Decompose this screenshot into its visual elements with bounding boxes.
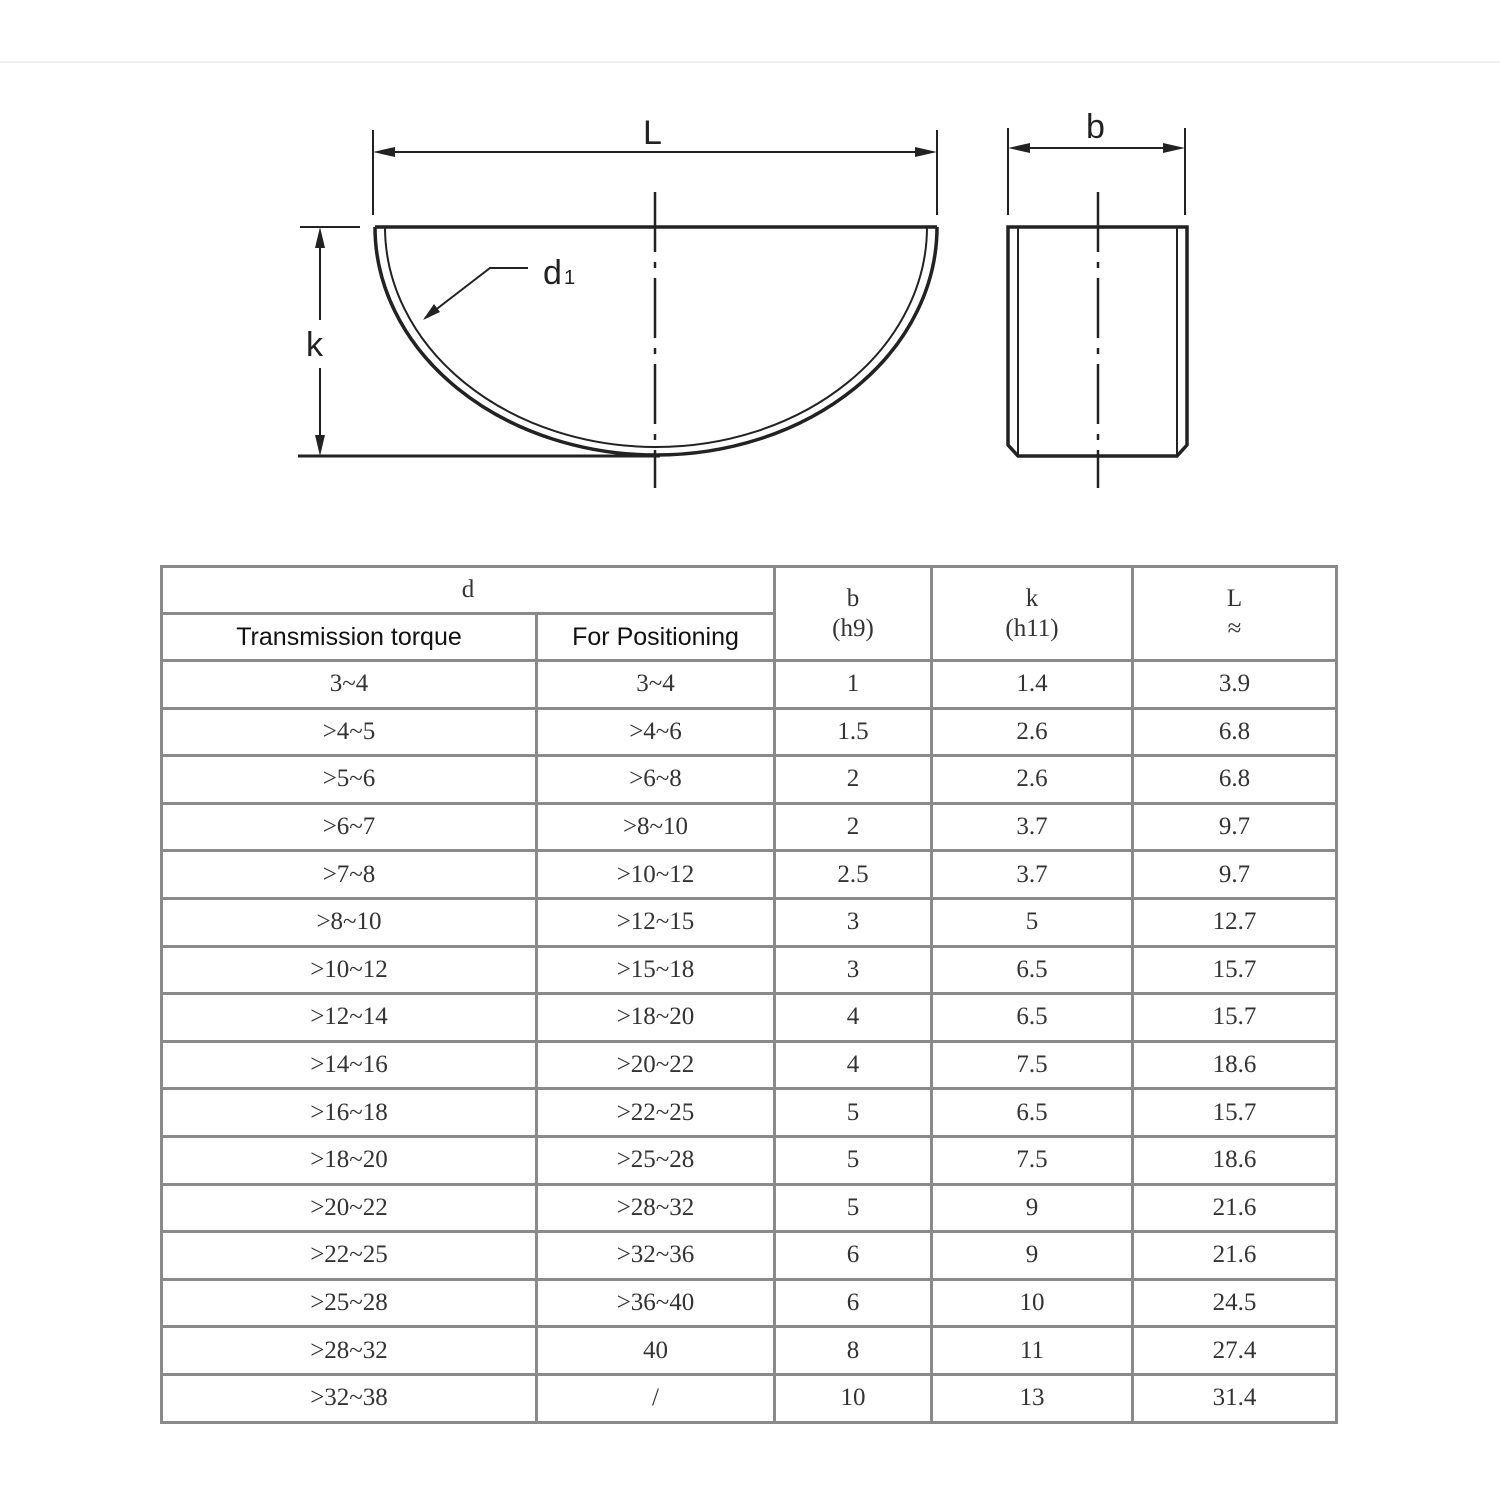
width-label: b [1086,108,1105,146]
table-row [162,1041,1337,1089]
cell-k: 6.5 [932,1089,1133,1137]
cell-positioning: >4~6 [537,708,775,756]
cell-torque: >32~38 [162,1374,537,1422]
cell-k: 3.7 [932,851,1133,899]
cell-k: 1.4 [932,661,1133,709]
cell-positioning: >22~25 [537,1089,775,1137]
cell-torque: >7~8 [162,851,537,899]
table-row [162,661,1337,709]
table-row [162,898,1337,946]
table-row [162,946,1337,994]
cell-k: 3.7 [932,803,1133,851]
table-body [162,661,1337,1423]
header-L-approx: ≈ [1227,614,1242,642]
cell-torque: >5~6 [162,756,537,804]
cell-L: 6.8 [1133,708,1337,756]
table-row [162,1374,1337,1422]
header-transmission-torque: Transmission torque [162,614,537,661]
cell-positioning: 40 [537,1327,775,1375]
cell-positioning: >10~12 [537,851,775,899]
front-view [298,130,937,488]
cell-torque: >16~18 [162,1089,537,1137]
cell-positioning: >32~36 [537,1232,775,1280]
cell-positioning: >28~32 [537,1184,775,1232]
cell-L: 9.7 [1133,851,1337,899]
table-row [162,803,1337,851]
cell-torque: >25~28 [162,1279,537,1327]
cell-b: 10 [775,1374,932,1422]
cell-L: 15.7 [1133,1089,1337,1137]
side-view [1008,128,1187,488]
cell-b: 5 [775,1089,932,1137]
cell-L: 15.7 [1133,946,1337,994]
header-L [1133,567,1337,661]
table-row [162,1232,1337,1280]
cell-torque: >14~16 [162,1041,537,1089]
woodruff-key-drawing [0,0,1500,520]
header-b-tolerance: (h9) [832,614,874,642]
technical-drawing-svg [0,0,1500,520]
cell-k: 5 [932,898,1133,946]
cell-b: 4 [775,994,932,1042]
cell-L: 18.6 [1133,1136,1337,1184]
table-row [162,1136,1337,1184]
cell-k: 13 [932,1374,1133,1422]
length-label: L [643,114,662,152]
cell-k: 2.6 [932,756,1133,804]
table-row [162,851,1337,899]
cell-positioning: >12~15 [537,898,775,946]
cell-b: 5 [775,1184,932,1232]
cell-L: 27.4 [1133,1327,1337,1375]
cell-L: 6.8 [1133,756,1337,804]
header-k [932,567,1133,661]
header-d: d [162,567,775,614]
cell-L: 12.7 [1133,898,1337,946]
cell-positioning: >8~10 [537,803,775,851]
cell-positioning: >18~20 [537,994,775,1042]
cell-k: 9 [932,1232,1133,1280]
header-for-positioning: For Positioning [537,614,775,661]
cell-L: 18.6 [1133,1041,1337,1089]
cell-b: 6 [775,1279,932,1327]
cell-b: 3 [775,898,932,946]
cell-positioning: 3~4 [537,661,775,709]
cell-b: 3 [775,946,932,994]
cell-torque: >12~14 [162,994,537,1042]
cell-b: 8 [775,1327,932,1375]
dimension-table [160,565,1338,1424]
cell-b: 1 [775,661,932,709]
table-row [162,1279,1337,1327]
cell-k: 6.5 [932,946,1133,994]
cell-k: 11 [932,1327,1133,1375]
table-row [162,1327,1337,1375]
cell-b: 6 [775,1232,932,1280]
table-row [162,1184,1337,1232]
cell-k: 9 [932,1184,1133,1232]
table-row [162,756,1337,804]
cell-L: 24.5 [1133,1279,1337,1327]
cell-b: 4 [775,1041,932,1089]
cell-L: 3.9 [1133,661,1337,709]
header-b-label: b [846,584,860,612]
cell-positioning: >20~22 [537,1041,775,1089]
cell-torque: 3~4 [162,661,537,709]
cell-positioning: >15~18 [537,946,775,994]
cell-positioning: >6~8 [537,756,775,804]
cell-b: 2.5 [775,851,932,899]
cell-L: 9.7 [1133,803,1337,851]
height-label: k [306,326,323,364]
cell-L: 21.6 [1133,1184,1337,1232]
cell-positioning: / [537,1374,775,1422]
cell-torque: >8~10 [162,898,537,946]
diameter-subscript: 1 [564,267,576,289]
header-row-group [162,567,1337,614]
table-row [162,994,1337,1042]
cell-torque: >22~25 [162,1232,537,1280]
cell-torque: >10~12 [162,946,537,994]
cell-b: 2 [775,756,932,804]
header-k-tolerance: (h11) [1005,614,1059,642]
cell-k: 7.5 [932,1136,1133,1184]
table-row [162,708,1337,756]
cell-positioning: >25~28 [537,1136,775,1184]
cell-torque: >6~7 [162,803,537,851]
cell-k: 7.5 [932,1041,1133,1089]
header-k-label: k [1025,584,1039,612]
cell-positioning: >36~40 [537,1279,775,1327]
cell-torque: >4~5 [162,708,537,756]
header-b [775,567,932,661]
cell-torque: >18~20 [162,1136,537,1184]
table-row [162,1089,1337,1137]
cell-b: 5 [775,1136,932,1184]
cell-k: 6.5 [932,994,1133,1042]
cell-b: 2 [775,803,932,851]
header-L-label: L [1226,584,1243,612]
cell-k: 2.6 [932,708,1133,756]
cell-k: 10 [932,1279,1133,1327]
cell-torque: >20~22 [162,1184,537,1232]
cell-torque: >28~32 [162,1327,537,1375]
cell-b: 1.5 [775,708,932,756]
cell-L: 21.6 [1133,1232,1337,1280]
cell-L: 31.4 [1133,1374,1337,1422]
cell-L: 15.7 [1133,994,1337,1042]
diameter-label: d [543,254,562,292]
